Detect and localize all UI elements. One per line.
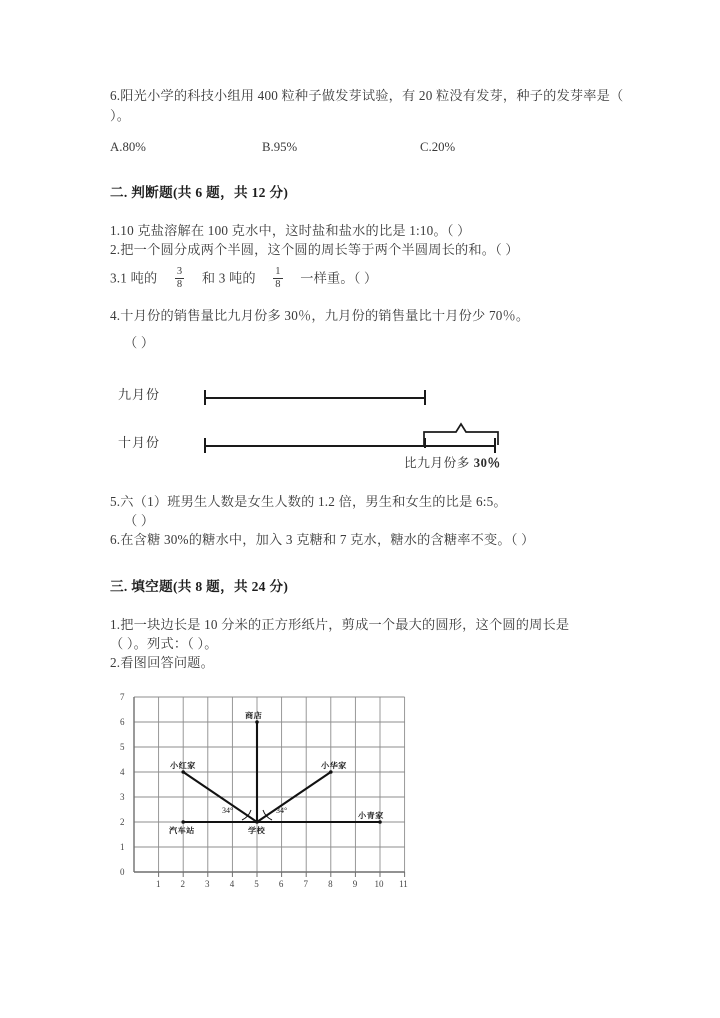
section-3-item-2: 2.看图回答问题。 [110,654,215,670]
x-tick-4: 4 [229,878,235,889]
x-tick-3: 3 [205,878,210,889]
y-tick-3: 3 [120,791,125,802]
x-tick-5: 5 [254,878,259,889]
grid-lines [134,697,405,872]
y-tick-6: 6 [120,716,125,727]
x-tick-8: 8 [328,878,333,889]
bar-annotation [404,452,501,471]
question-6-text: 6.阳光小学的科技小组用 400 粒种子做发芽试验，有 20 粒没有发芽，种子的发芽率是（ ）。 [110,88,624,123]
item-3-part-3: 一样重。（ ） [300,270,378,286]
fraction-numerator: 1 [275,266,281,277]
point-label-xiaoqing: 小青家 [358,809,384,820]
section-2-item-3 [110,267,630,292]
option-a[interactable]: A.80% [110,140,146,154]
x-tick-11: 11 [399,878,408,889]
x-tick-9: 9 [352,878,358,889]
marker-busstop [181,820,185,824]
point-label-store: 商店 [245,709,263,720]
bar-line-september [204,397,426,399]
point-label-xiaohong: 小红家 [170,759,196,770]
y-tick-0: 0 [120,866,125,877]
angle-label-right: 34° [276,805,288,815]
section-2-item-4: 4.十月份的销售量比九月份多 30％，九月份的销售量比十月份少 70％。 [110,307,530,323]
point-label-xiaohua: 小华家 [321,759,347,770]
bar-comparison-diagram [118,374,538,482]
section-3-item-1-line-1: 1.把一块边长是 10 分米的正方形纸片，剪成一个最大的圆形，这个圆的周长是 [110,616,570,632]
page-content [110,86,630,905]
bar-annotation-prefix: 比九月份多 [404,455,474,470]
x-tick-7: 7 [303,878,308,889]
point-label-school: 学校 [248,824,266,835]
section-3-heading: 三. 填空题(共 8 题，共 24 分) [110,578,289,594]
coordinate-grid-svg [118,690,448,905]
y-tick-5: 5 [120,741,125,752]
x-tick-10: 10 [374,878,384,889]
angle-label-left: 34° [222,805,234,815]
bar-cap-september-right [424,390,426,405]
fraction-three-eighths [175,266,184,291]
y-tick-4: 4 [120,766,125,777]
section-2-item-5-blank[interactable]: （ ） [124,512,155,528]
fraction-one-eighth [273,266,282,291]
option-c[interactable]: C.20% [420,140,456,154]
y-tick-7: 7 [120,691,125,702]
bar-cap-october-left [204,438,206,453]
x-tick-6: 6 [278,878,284,889]
marker-school [255,820,259,824]
section-2-item-4-blank[interactable]: （ ） [124,334,155,350]
question-6-options [110,140,630,155]
y-tick-2: 2 [120,816,125,827]
bar-annotation-value: 30％ [473,455,501,470]
brace-30-percent-icon [422,422,500,446]
bar-cap-september-left [204,390,206,405]
section-3-item-1-line-2[interactable]: （ ）。列式：（ ）。 [110,635,218,651]
fraction-denominator: 8 [275,278,281,290]
section-2-item-6: 6.在含糖 30%的糖水中，加入 3 克糖和 7 克水，糖水的含糖率不变。（ ） [110,531,535,547]
section-2-item-5: 5.六（1）班男生人数是女生人数的 1.2 倍，男生和女生的比是 6:5。 [110,493,507,509]
section-2-item-1: 1.10 克盐溶解在 100 克水中，这时盐和盐水的比是 1:10。（ ） [110,223,471,238]
bar-label-october: 十月份 [118,434,161,450]
x-tick-marks [159,872,405,877]
y-tick-1: 1 [120,841,125,852]
fraction-numerator: 3 [176,266,183,277]
item-3-part-1: 3.1 吨的 [110,270,158,286]
item-3-part-2: 和 3 吨的 [201,270,256,286]
option-b[interactable]: B.95% [262,140,298,154]
point-label-busstop: 汽车站 [169,824,195,835]
x-tick-1: 1 [156,878,161,889]
coordinate-grid-figure [118,690,448,905]
bar-label-september: 九月份 [118,386,161,402]
x-tick-2: 2 [180,878,185,889]
section-2-item-2: 2.把一个圆分成两个半圆，这个圆的周长等于两个半圆周长的和。（ ） [110,242,519,257]
section-2-heading: 二. 判断题(共 6 题，共 12 分) [110,185,289,200]
fraction-denominator: 8 [176,278,183,290]
axes [134,697,405,872]
